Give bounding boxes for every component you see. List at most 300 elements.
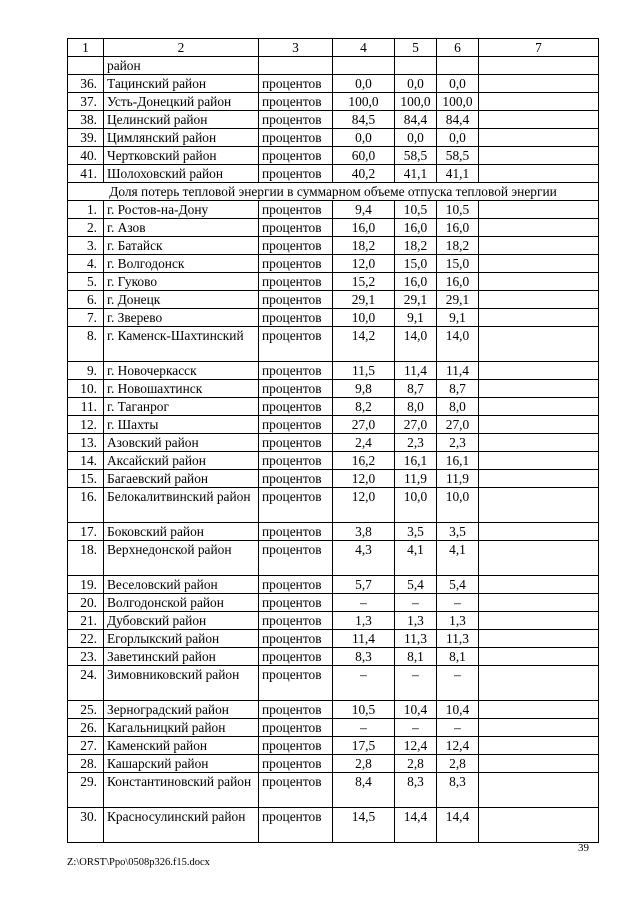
row-value-col5: 4,1	[395, 541, 437, 576]
row-unit: процентов	[259, 380, 333, 398]
row-name: Целинский район	[104, 111, 259, 129]
row-number: 37.	[68, 93, 104, 111]
row-value-col4: 8,3	[333, 648, 395, 666]
table-row	[68, 201, 599, 219]
row-value-col5: 16,0	[395, 273, 437, 291]
row-name: Цимлянский район	[104, 129, 259, 147]
row-unit: процентов	[259, 701, 333, 719]
row-name: Азовский район	[104, 434, 259, 452]
row-value-col6: 18,2	[437, 237, 479, 255]
row-name: г. Азов	[104, 219, 259, 237]
table-row	[68, 309, 599, 327]
row-value-col6: 2,8	[437, 755, 479, 773]
row-name: г. Шахты	[104, 416, 259, 434]
row-name: г. Батайск	[104, 237, 259, 255]
row-unit: процентов	[259, 594, 333, 612]
row-value-col5: 10,0	[395, 488, 437, 523]
row-value-col4: 8,4	[333, 773, 395, 808]
row-unit: процентов	[259, 576, 333, 594]
row-unit: процентов	[259, 755, 333, 773]
row-value-col5: 14,0	[395, 327, 437, 362]
row-value-col6: 14,4	[437, 808, 479, 843]
row-number: 38.	[68, 111, 104, 129]
row-empty-col7	[479, 701, 599, 719]
row-value-col5: 18,2	[395, 237, 437, 255]
row-name: Шолоховский район	[104, 165, 259, 183]
row-number: 15.	[68, 470, 104, 488]
row-value-col5: 11,3	[395, 630, 437, 648]
row-value-col5: 10,4	[395, 701, 437, 719]
row-number: 20.	[68, 594, 104, 612]
row-name: г. Зверево	[104, 309, 259, 327]
page-number: 39	[578, 842, 589, 854]
row-name: Зимовниковский район	[104, 666, 259, 701]
row-empty-col7	[479, 93, 599, 111]
row-name: Константиновский район	[104, 773, 259, 808]
row-empty-col7	[479, 201, 599, 219]
row-empty-col7	[479, 219, 599, 237]
row-number: 39.	[68, 129, 104, 147]
row-value-col6: 8,1	[437, 648, 479, 666]
row-unit: процентов	[259, 255, 333, 273]
header-cell: 7	[479, 39, 599, 57]
row-number: 11.	[68, 398, 104, 416]
row-value-col5: 16,0	[395, 219, 437, 237]
row-number: 27.	[68, 737, 104, 755]
row-value-col4: 2,4	[333, 434, 395, 452]
row-number: 10.	[68, 380, 104, 398]
table-row	[68, 362, 599, 380]
table-row	[68, 291, 599, 309]
continuation-row	[68, 57, 599, 75]
row-name: Белокалитвинский район	[104, 488, 259, 523]
row-name: Чертковский район	[104, 147, 259, 165]
row-name: г. Каменск-Шахтинский	[104, 327, 259, 362]
row-value-col5: 3,5	[395, 523, 437, 541]
row-value-col6: 100,0	[437, 93, 479, 111]
row-value-col4: 60,0	[333, 147, 395, 165]
row-value-col5: 0,0	[395, 129, 437, 147]
row-value-col4: 40,2	[333, 165, 395, 183]
table-row	[68, 719, 599, 737]
row-unit: процентов	[259, 93, 333, 111]
row-number: 6.	[68, 291, 104, 309]
row-value-col6: 5,4	[437, 576, 479, 594]
row-unit: процентов	[259, 111, 333, 129]
row-number: 5.	[68, 273, 104, 291]
row-unit: процентов	[259, 219, 333, 237]
row-number: 40.	[68, 147, 104, 165]
row-empty-col7	[479, 291, 599, 309]
row-empty-col7	[479, 255, 599, 273]
row-empty-col7	[479, 75, 599, 93]
row-value-col4: 12,0	[333, 470, 395, 488]
row-name: Боковский район	[104, 523, 259, 541]
row-unit: процентов	[259, 488, 333, 523]
row-number: 9.	[68, 362, 104, 380]
row-unit: процентов	[259, 362, 333, 380]
row-value-col5: 84,4	[395, 111, 437, 129]
row-unit: процентов	[259, 541, 333, 576]
row-empty-col7	[479, 755, 599, 773]
row-value-col6: 84,4	[437, 111, 479, 129]
row-value-col5: 29,1	[395, 291, 437, 309]
header-cell: 3	[259, 39, 333, 57]
table-row	[68, 273, 599, 291]
table-row	[68, 416, 599, 434]
row-name: Кагальницкий район	[104, 719, 259, 737]
row-empty-col7	[479, 452, 599, 470]
row-value-col5: –	[395, 666, 437, 701]
row-value-col6: 0,0	[437, 129, 479, 147]
row-empty-col7	[479, 648, 599, 666]
table-row	[68, 129, 599, 147]
row-number: 16.	[68, 488, 104, 523]
row-value-col5: 10,5	[395, 201, 437, 219]
row-value-col5: 14,4	[395, 808, 437, 843]
row-value-col6: 8,7	[437, 380, 479, 398]
row-number: 18.	[68, 541, 104, 576]
table-row	[68, 398, 599, 416]
row-value-col5: 16,1	[395, 452, 437, 470]
row-name: Заветинский район	[104, 648, 259, 666]
row-number: 25.	[68, 701, 104, 719]
row-value-col6: 1,3	[437, 612, 479, 630]
row-value-col4: 0,0	[333, 129, 395, 147]
table-row	[68, 737, 599, 755]
row-value-col6: 11,3	[437, 630, 479, 648]
row-unit: процентов	[259, 147, 333, 165]
table-row	[68, 666, 599, 701]
row-number: 1.	[68, 201, 104, 219]
row-unit: процентов	[259, 452, 333, 470]
table-row	[68, 111, 599, 129]
row-name: г. Волгодонск	[104, 255, 259, 273]
row-value-col4: 16,0	[333, 219, 395, 237]
row-unit: процентов	[259, 327, 333, 362]
row-value-col6: 3,5	[437, 523, 479, 541]
row-empty-col7	[479, 129, 599, 147]
row-empty-col7	[479, 630, 599, 648]
row-number: 19.	[68, 576, 104, 594]
table-row	[68, 165, 599, 183]
row-value-col6: 0,0	[437, 75, 479, 93]
row-number: 12.	[68, 416, 104, 434]
row-unit: процентов	[259, 291, 333, 309]
row-value-col4: 15,2	[333, 273, 395, 291]
table-row	[68, 701, 599, 719]
row-value-col6: 16,1	[437, 452, 479, 470]
continuation-text: район	[104, 57, 259, 75]
row-value-col6: 2,3	[437, 434, 479, 452]
header-cell: 6	[437, 39, 479, 57]
row-empty-col7	[479, 666, 599, 701]
row-value-col4: 1,3	[333, 612, 395, 630]
row-empty-col7	[479, 327, 599, 362]
row-value-col4: 4,3	[333, 541, 395, 576]
header-cell: 4	[333, 39, 395, 57]
row-value-col4: –	[333, 666, 395, 701]
row-empty-col7	[479, 237, 599, 255]
row-value-col5: 0,0	[395, 75, 437, 93]
row-unit: процентов	[259, 666, 333, 701]
row-empty-col7	[479, 808, 599, 843]
row-number: 28.	[68, 755, 104, 773]
row-value-col5: 11,9	[395, 470, 437, 488]
row-value-col4: 29,1	[333, 291, 395, 309]
row-unit: процентов	[259, 773, 333, 808]
row-number: 3.	[68, 237, 104, 255]
table-row	[68, 630, 599, 648]
row-unit: процентов	[259, 612, 333, 630]
row-name: Каменский район	[104, 737, 259, 755]
row-name: Тацинский район	[104, 75, 259, 93]
row-value-col6: 11,9	[437, 470, 479, 488]
table-row	[68, 773, 599, 808]
row-value-col4: 12,0	[333, 255, 395, 273]
row-value-col6: –	[437, 666, 479, 701]
row-number: 14.	[68, 452, 104, 470]
row-value-col4: 10,0	[333, 309, 395, 327]
row-value-col6: 41,1	[437, 165, 479, 183]
row-empty-col7	[479, 273, 599, 291]
row-value-col4: 2,8	[333, 755, 395, 773]
row-name: Дубовский район	[104, 612, 259, 630]
row-value-col5: 15,0	[395, 255, 437, 273]
row-value-col5: 8,1	[395, 648, 437, 666]
row-value-col5: 9,1	[395, 309, 437, 327]
row-value-col4: 100,0	[333, 93, 395, 111]
row-empty-col7	[479, 380, 599, 398]
row-unit: процентов	[259, 470, 333, 488]
row-value-col4: –	[333, 719, 395, 737]
section-row	[68, 183, 599, 201]
row-value-col4: 8,2	[333, 398, 395, 416]
row-empty-col7	[479, 612, 599, 630]
row-value-col4: 14,5	[333, 808, 395, 843]
row-empty-col7	[479, 434, 599, 452]
row-empty-col7	[479, 398, 599, 416]
row-empty-col7	[479, 719, 599, 737]
table-row	[68, 452, 599, 470]
row-value-col4: 9,4	[333, 201, 395, 219]
row-value-col6: 15,0	[437, 255, 479, 273]
table-row	[68, 594, 599, 612]
row-value-col5: 2,3	[395, 434, 437, 452]
table-row	[68, 808, 599, 843]
data-table	[67, 38, 599, 843]
row-name: Верхнедонской район	[104, 541, 259, 576]
row-value-col6: 10,4	[437, 701, 479, 719]
table-row	[68, 523, 599, 541]
row-value-col5: 8,3	[395, 773, 437, 808]
row-empty-col7	[479, 309, 599, 327]
row-unit: процентов	[259, 737, 333, 755]
table-row	[68, 255, 599, 273]
row-number: 8.	[68, 327, 104, 362]
row-unit: процентов	[259, 398, 333, 416]
row-number: 4.	[68, 255, 104, 273]
row-name: Кашарский район	[104, 755, 259, 773]
row-number: 7.	[68, 309, 104, 327]
row-value-col5: 1,3	[395, 612, 437, 630]
row-value-col6: –	[437, 594, 479, 612]
row-name: Усть-Донецкий район	[104, 93, 259, 111]
row-value-col5: 58,5	[395, 147, 437, 165]
row-number: 24.	[68, 666, 104, 701]
row-unit: процентов	[259, 719, 333, 737]
header-cell: 2	[104, 39, 259, 57]
row-value-col4: 17,5	[333, 737, 395, 755]
row-value-col6: 29,1	[437, 291, 479, 309]
row-value-col4: 27,0	[333, 416, 395, 434]
row-value-col5: 100,0	[395, 93, 437, 111]
row-empty-col7	[479, 111, 599, 129]
row-empty-col7	[479, 594, 599, 612]
row-value-col6: 14,0	[437, 327, 479, 362]
row-name: г. Гуково	[104, 273, 259, 291]
header-row	[68, 39, 599, 57]
row-name: Волгодонской район	[104, 594, 259, 612]
row-value-col4: 11,5	[333, 362, 395, 380]
row-unit: процентов	[259, 129, 333, 147]
row-value-col4: 0,0	[333, 75, 395, 93]
row-number: 26.	[68, 719, 104, 737]
row-value-col5: 8,0	[395, 398, 437, 416]
row-empty-col7	[479, 541, 599, 576]
row-number: 41.	[68, 165, 104, 183]
table-row	[68, 470, 599, 488]
row-value-col6: 8,0	[437, 398, 479, 416]
row-value-col4: 9,8	[333, 380, 395, 398]
row-value-col5: –	[395, 719, 437, 737]
row-name: г. Таганрог	[104, 398, 259, 416]
table-row	[68, 93, 599, 111]
row-name: г. Ростов-на-Дону	[104, 201, 259, 219]
row-unit: процентов	[259, 237, 333, 255]
row-value-col4: 3,8	[333, 523, 395, 541]
row-unit: процентов	[259, 416, 333, 434]
row-value-col4: 14,2	[333, 327, 395, 362]
row-empty-col7	[479, 737, 599, 755]
row-number: 29.	[68, 773, 104, 808]
row-value-col5: 41,1	[395, 165, 437, 183]
table-row	[68, 327, 599, 362]
row-empty-col7	[479, 523, 599, 541]
table-row	[68, 541, 599, 576]
row-unit: процентов	[259, 201, 333, 219]
row-unit: процентов	[259, 273, 333, 291]
table-row	[68, 648, 599, 666]
header-cell: 5	[395, 39, 437, 57]
row-number: 21.	[68, 612, 104, 630]
table-row	[68, 488, 599, 523]
row-value-col5: 27,0	[395, 416, 437, 434]
row-value-col6: 27,0	[437, 416, 479, 434]
table-row	[68, 434, 599, 452]
row-value-col5: –	[395, 594, 437, 612]
row-unit: процентов	[259, 630, 333, 648]
row-name: Красносулинский район	[104, 808, 259, 843]
table-row	[68, 75, 599, 93]
row-value-col5: 12,4	[395, 737, 437, 755]
row-value-col4: 5,7	[333, 576, 395, 594]
row-value-col4: 18,2	[333, 237, 395, 255]
row-empty-col7	[479, 165, 599, 183]
row-value-col6: 16,0	[437, 219, 479, 237]
row-value-col6: 16,0	[437, 273, 479, 291]
row-unit: процентов	[259, 808, 333, 843]
row-unit: процентов	[259, 309, 333, 327]
row-value-col5: 8,7	[395, 380, 437, 398]
row-name: Багаевский район	[104, 470, 259, 488]
row-number: 23.	[68, 648, 104, 666]
row-number: 13.	[68, 434, 104, 452]
row-unit: процентов	[259, 523, 333, 541]
row-unit: процентов	[259, 165, 333, 183]
row-value-col6: 12,4	[437, 737, 479, 755]
header-cell: 1	[68, 39, 104, 57]
file-path: Z:\ORST\Ppo\0508p326.f15.docx	[67, 857, 210, 868]
row-name: г. Донецк	[104, 291, 259, 309]
row-value-col5: 11,4	[395, 362, 437, 380]
row-value-col6: 4,1	[437, 541, 479, 576]
row-number: 2.	[68, 219, 104, 237]
row-value-col6: 10,5	[437, 201, 479, 219]
row-value-col6: 9,1	[437, 309, 479, 327]
row-value-col4: 10,5	[333, 701, 395, 719]
row-empty-col7	[479, 147, 599, 165]
row-name: Зерноградский район	[104, 701, 259, 719]
row-value-col4: 12,0	[333, 488, 395, 523]
table-row	[68, 755, 599, 773]
table-row	[68, 219, 599, 237]
section-title: Доля потерь тепловой энергии в суммарном объеме отпуска тепловой энергии	[68, 183, 599, 201]
row-value-col6: 8,3	[437, 773, 479, 808]
row-value-col6: 11,4	[437, 362, 479, 380]
row-number: 30.	[68, 808, 104, 843]
table-row	[68, 147, 599, 165]
row-value-col4: 11,4	[333, 630, 395, 648]
row-value-col6: 58,5	[437, 147, 479, 165]
row-value-col5: 5,4	[395, 576, 437, 594]
row-value-col4: 84,5	[333, 111, 395, 129]
row-unit: процентов	[259, 648, 333, 666]
row-empty-col7	[479, 576, 599, 594]
row-name: г. Новочеркасск	[104, 362, 259, 380]
row-empty-col7	[479, 488, 599, 523]
row-unit: процентов	[259, 434, 333, 452]
row-unit: процентов	[259, 75, 333, 93]
row-number: 36.	[68, 75, 104, 93]
row-empty-col7	[479, 470, 599, 488]
row-name: Аксайский район	[104, 452, 259, 470]
table-row	[68, 612, 599, 630]
row-value-col5: 2,8	[395, 755, 437, 773]
row-value-col4: –	[333, 594, 395, 612]
table-row	[68, 576, 599, 594]
row-empty-col7	[479, 362, 599, 380]
row-number: 17.	[68, 523, 104, 541]
row-name: Егорлыкский район	[104, 630, 259, 648]
row-name: Веселовский район	[104, 576, 259, 594]
row-empty-col7	[479, 773, 599, 808]
row-number: 22.	[68, 630, 104, 648]
row-value-col6: 10,0	[437, 488, 479, 523]
table-row	[68, 237, 599, 255]
row-empty-col7	[479, 416, 599, 434]
row-value-col4: 16,2	[333, 452, 395, 470]
